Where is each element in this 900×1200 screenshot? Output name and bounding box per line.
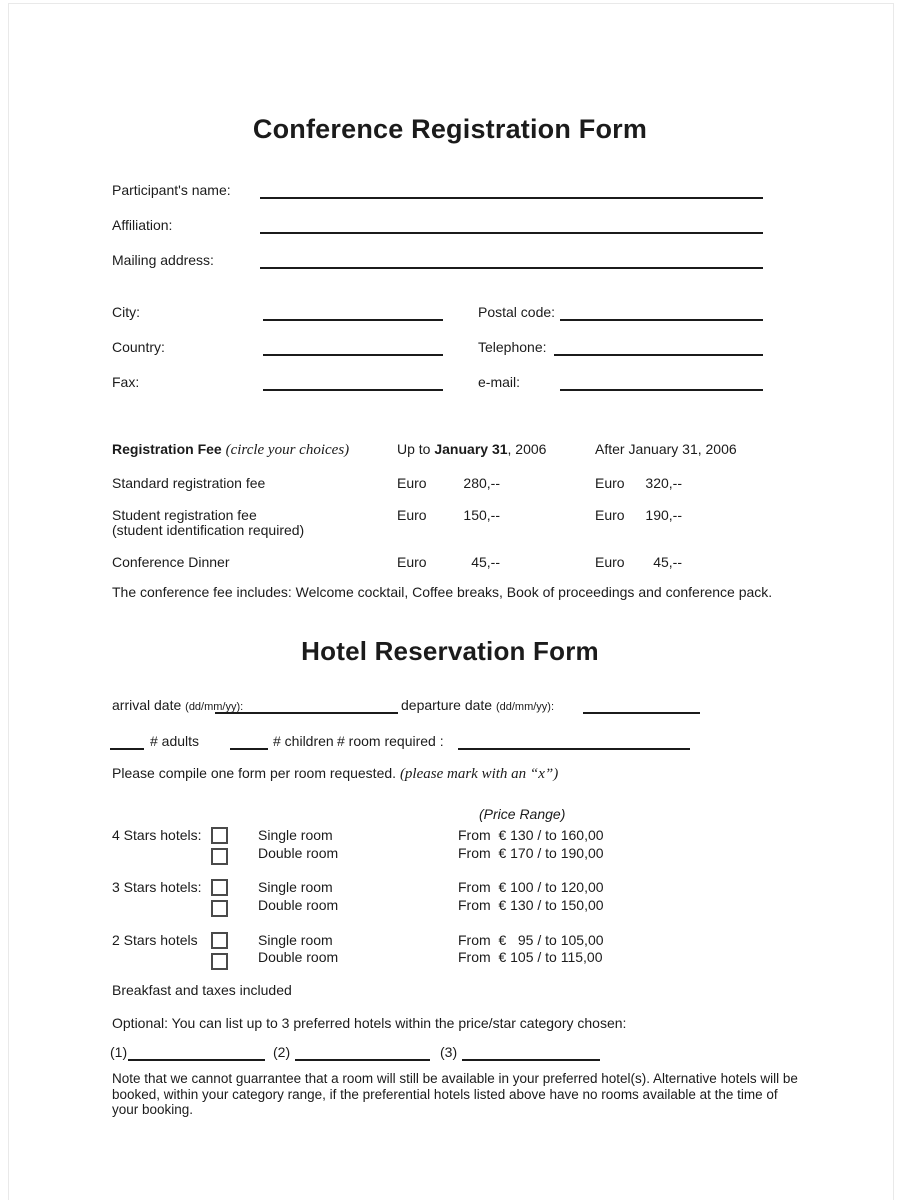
room-type-label: Double room [258, 845, 339, 861]
room-type-label: Single room [258, 879, 333, 895]
fee-amount-late: 320,-- [645, 475, 682, 491]
registration-form-title: Conference Registration Form [252, 114, 648, 144]
page-edge-left [8, 3, 9, 1200]
availability-footer-note: Note that we cannot guarrantee that a room will still be available in your preferred hotel(s). Alternative hotels will be booked, within your category range, if the preferential hotels listed above have no rooms available at the time of your booking. [112, 1071, 798, 1117]
fee-row-label: Student registration fee [112, 507, 257, 523]
fee-row-sublabel: (student identification required) [112, 522, 305, 538]
country-line[interactable] [263, 339, 443, 356]
currency-label: Euro [595, 475, 625, 491]
preferred-hotel-slot-1-line[interactable] [128, 1044, 265, 1061]
room-type-label: Double room [258, 897, 339, 913]
room-required-label: # room required : [337, 733, 444, 749]
telephone-line[interactable] [554, 339, 763, 356]
email-label: e-mail: [478, 374, 521, 390]
fax-line[interactable] [263, 374, 443, 391]
fee-amount-late: 45,-- [653, 554, 682, 570]
children-count-line[interactable] [230, 733, 268, 750]
checkbox-2-stars-double-room[interactable] [211, 953, 228, 970]
fee-late-deadline-header: After January 31, 2006 [595, 441, 737, 457]
price-range-header: (Price Range) [479, 806, 566, 822]
preferred-hotel-slot-3-line[interactable] [462, 1044, 600, 1061]
mailing-address-label: Mailing address: [112, 252, 214, 268]
room-required-line[interactable] [458, 733, 690, 750]
category-3-stars-label: 3 Stars hotels: [112, 879, 202, 895]
departure-date-line[interactable] [583, 697, 700, 714]
preferred-hotel-slot-2-line[interactable] [295, 1044, 430, 1061]
breakfast-note: Breakfast and taxes included [112, 982, 292, 998]
currency-label: Euro [397, 475, 427, 491]
currency-label: Euro [595, 554, 625, 570]
fee-includes-note: The conference fee includes: Welcome cocktail, Coffee breaks, Book of proceedings and conference pack. [112, 584, 773, 600]
preferred-hotel-slot-3-label: (3) [440, 1044, 458, 1060]
telephone-label: Telephone: [478, 339, 547, 355]
room-price: From € 130 / to 150,00 [458, 897, 604, 913]
adults-label: # adults [150, 733, 200, 749]
category-4-stars-label: 4 Stars hotels: [112, 827, 202, 843]
optional-preferred-hotels-note: Optional: You can list up to 3 preferred hotels within the price/star category chosen: [112, 1015, 627, 1031]
email-line[interactable] [560, 374, 763, 391]
fee-row-label: Standard registration fee [112, 475, 266, 491]
preferred-hotel-slot-2-label: (2) [273, 1044, 291, 1060]
adults-count-line[interactable] [110, 733, 144, 750]
checkbox-4-stars-double-room[interactable] [211, 848, 228, 865]
arrival-date-line[interactable] [215, 697, 398, 714]
postal-code-line[interactable] [560, 304, 763, 321]
hotel-form-title: Hotel Reservation Form [301, 636, 599, 666]
fee-heading-note: (circle your choices) [225, 442, 350, 458]
arrival-date-label: arrival date (dd/mm/yy): [112, 697, 244, 713]
departure-date-label: departure date (dd/mm/yy): [401, 697, 555, 713]
fax-label: Fax: [112, 374, 140, 390]
country-label: Country: [112, 339, 165, 355]
fee-amount-early: 280,-- [463, 475, 500, 491]
fee-amount-early: 45,-- [471, 554, 500, 570]
room-type-label: Double room [258, 949, 339, 965]
currency-label: Euro [397, 507, 427, 523]
checkbox-2-stars-single-room[interactable] [211, 932, 228, 949]
currency-label: Euro [397, 554, 427, 570]
room-price: From € 105 / to 115,00 [458, 949, 603, 965]
room-price: From € 95 / to 105,00 [458, 932, 604, 948]
compile-note: Please compile one form per room requested. (please mark with an “x”) [112, 765, 559, 782]
fee-amount-early: 150,-- [463, 507, 500, 523]
participant-name-line[interactable] [260, 182, 763, 199]
mailing-address-line[interactable] [260, 252, 763, 269]
fee-early-deadline-header: Up to January 31, 2006 [397, 441, 547, 457]
affiliation-label: Affiliation: [112, 217, 173, 233]
checkbox-3-stars-single-room[interactable] [211, 879, 228, 896]
mark-with-x-note: (please mark with an “x”) [399, 766, 559, 782]
preferred-hotel-slot-1-label: (1) [110, 1044, 128, 1060]
fee-section-heading: Registration Fee (circle your choices) [112, 441, 350, 458]
checkbox-4-stars-single-room[interactable] [211, 827, 228, 844]
fee-amount-late: 190,-- [645, 507, 682, 523]
room-type-label: Single room [258, 827, 333, 843]
checkbox-3-stars-double-room[interactable] [211, 900, 228, 917]
city-line[interactable] [263, 304, 443, 321]
page-edge-right [893, 3, 894, 1200]
page-edge-top [8, 3, 894, 4]
room-price: From € 100 / to 120,00 [458, 879, 604, 895]
room-price: From € 130 / to 160,00 [458, 827, 604, 843]
city-label: City: [112, 304, 140, 320]
children-label: # children [273, 733, 334, 749]
room-price: From € 170 / to 190,00 [458, 845, 604, 861]
affiliation-line[interactable] [260, 217, 763, 234]
currency-label: Euro [595, 507, 625, 523]
room-type-label: Single room [258, 932, 333, 948]
fee-row-label: Conference Dinner [112, 554, 230, 570]
participant-name-label: Participant's name: [112, 182, 231, 198]
postal-code-label: Postal code: [478, 304, 556, 320]
category-2-stars-label: 2 Stars hotels [112, 932, 198, 948]
